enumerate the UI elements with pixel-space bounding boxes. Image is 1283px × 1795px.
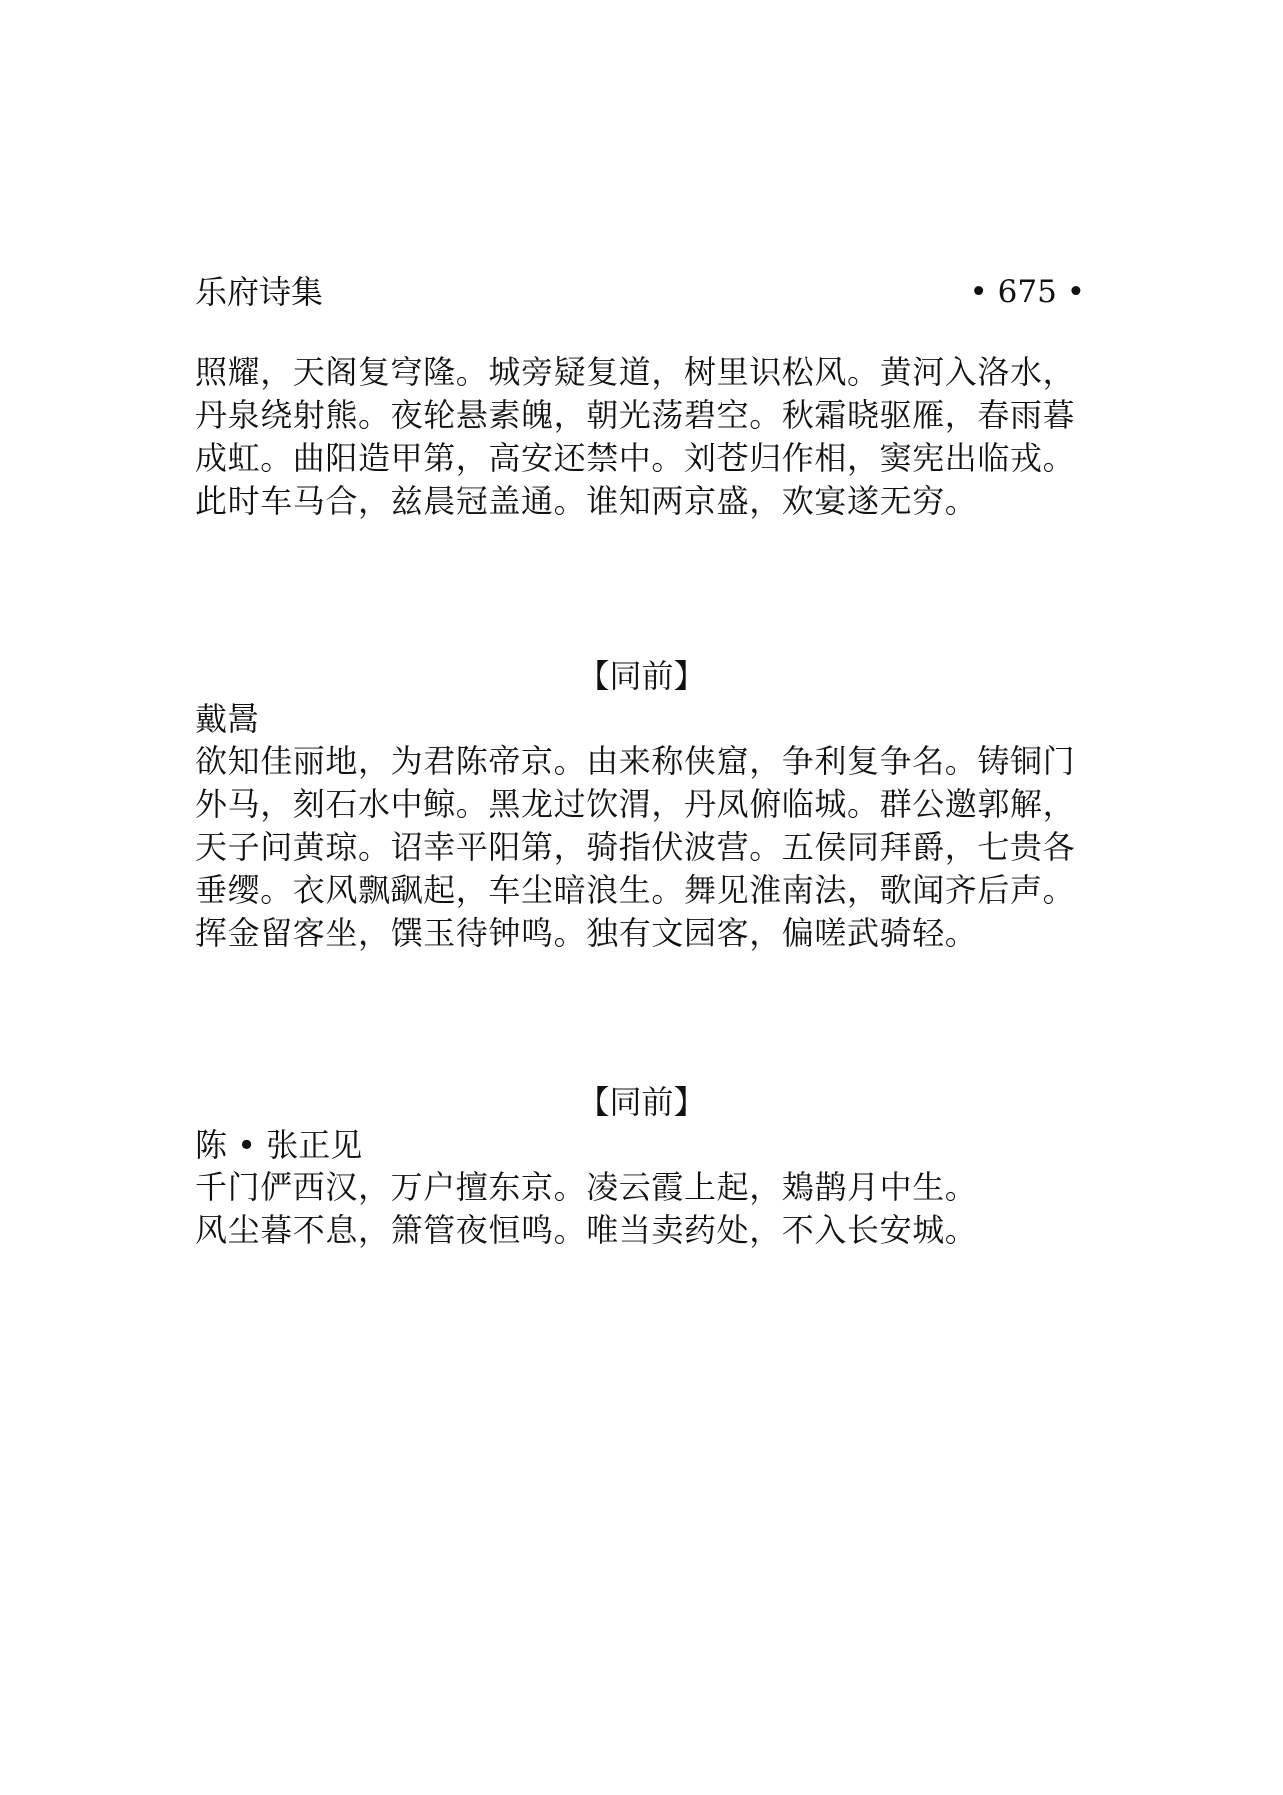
poem-line: 欲知佳丽地，为君陈帝京。由来称侠窟，争利复争名。铸铜门: [195, 742, 1076, 780]
poem-line: 垂缨。衣风飘飖起，车尘暗浪生。舞见淮南法，歌闻齐后声。: [195, 871, 1076, 909]
poem-author: 陈 • 张正见: [195, 1126, 363, 1164]
poem-body: [195, 740, 1095, 955]
poem-line: 挥金留客坐，馔玉待钟鸣。独有文园客，偏嗟武骑轻。: [195, 914, 978, 952]
continuation-poem: [195, 351, 1095, 523]
poem-line: 此时车马合，兹晨冠盖通。谁知两京盛，欢宴遂无穷。: [195, 482, 978, 520]
poem-line: 成虹。曲阳造甲第，高安还禁中。刘苍归作相，窦宪出临戎。: [195, 439, 1076, 477]
poem-line: 外马，刻石水中鲸。黑龙过饮渭，丹凤俯临城。群公邀郭解，: [195, 785, 1076, 823]
section-title: 【同前】: [577, 1083, 706, 1121]
section-title: 【同前】: [577, 657, 706, 695]
running-title: 乐府诗集: [195, 273, 324, 311]
poem-author: 戴暠: [195, 700, 260, 738]
poem-line: 天子问黄琼。诏幸平阳第，骑指伏波营。五侯同拜爵，七贵各: [195, 828, 1076, 866]
poem-line: 丹泉绕射熊。夜轮悬素魄，朝光荡碧空。秋霜晓驱雁，春雨暮: [195, 396, 1076, 434]
poem-body: [195, 1166, 1095, 1252]
poem-line: 千门俨西汉，万户擅东京。凌云霞上起，鳷鹊月中生。: [195, 1168, 978, 1206]
poem-line: 风尘暮不息，箫管夜恒鸣。唯当卖药处，不入长安城。: [195, 1211, 978, 1249]
page-header: [195, 270, 1085, 314]
poem-line: 照耀，天阁复穹隆。城旁疑复道，树里识松风。黄河入洛水，: [195, 353, 1076, 391]
page-number: • 675 •: [969, 274, 1085, 310]
